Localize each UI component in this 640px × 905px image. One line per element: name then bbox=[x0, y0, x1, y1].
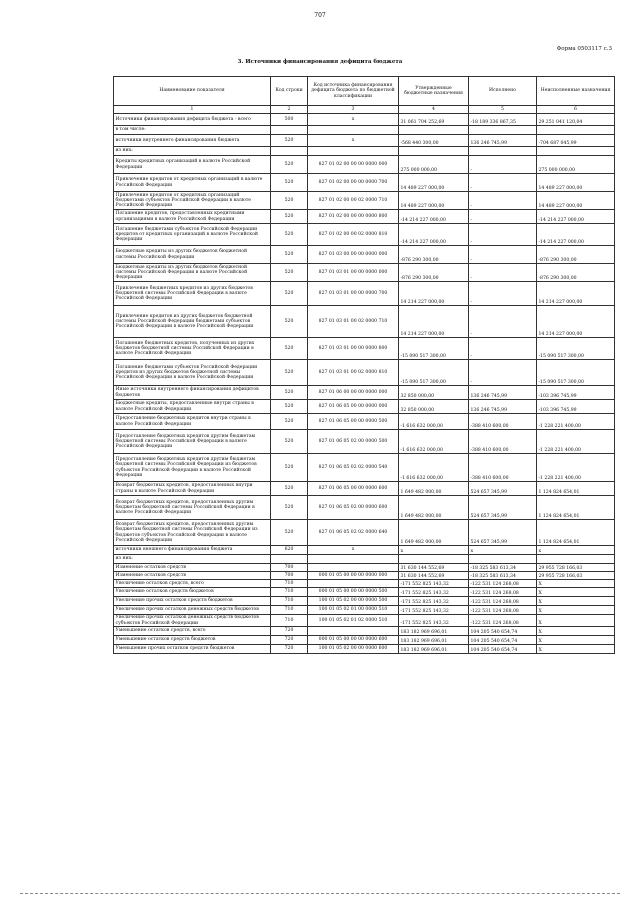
row-name: Кредиты кредитных организаций в валюте Российской Федерации bbox=[114, 156, 271, 174]
header-indicator-name: Наименование показателя bbox=[114, 77, 271, 106]
row-approved: -171 552 825 143,32 bbox=[399, 580, 469, 588]
row-unexecuted: -1 228 221 400,00 bbox=[537, 454, 615, 482]
row-executed: - bbox=[469, 156, 537, 174]
row-line-code: 520 bbox=[271, 282, 308, 306]
row-name: Привлечение кредитов от кредитных организаций в валюте Российской Федерации bbox=[114, 174, 271, 192]
row-executed: -388 410 600,00 bbox=[469, 414, 537, 430]
table-row bbox=[114, 555, 615, 564]
row-name: Возврат бюджетных кредитов, предоставленных внутри страны в валюте Российской Федерации bbox=[114, 482, 271, 496]
row-source-code bbox=[308, 126, 399, 135]
row-name: Увеличение прочих остатков средств бюджетов bbox=[114, 597, 271, 606]
table-row bbox=[114, 192, 615, 210]
row-line-code: 520 bbox=[271, 174, 308, 192]
row-name: Привлечение кредитов от кредитных организаций бюджетами субъектов Российской Федерации в валюте Российской Федерации bbox=[114, 192, 271, 210]
row-executed: -388 410 600,00 bbox=[469, 430, 537, 454]
row-unexecuted: -14 214 227 000,00 bbox=[537, 224, 615, 246]
row-source-code: 827 01 06 05 00 00 0000 600 bbox=[308, 482, 399, 496]
row-source-code: 827 01 06 05 02 02 0000 540 bbox=[308, 454, 399, 482]
table-row bbox=[114, 400, 615, 414]
row-line-code: 720 bbox=[271, 645, 308, 654]
row-approved: -171 552 825 143,32 bbox=[399, 597, 469, 606]
row-executed: -18 189 336 867,35 bbox=[469, 114, 537, 126]
row-source-code: 827 01 06 05 02 00 0000 500 bbox=[308, 430, 399, 454]
table-row bbox=[114, 615, 615, 627]
row-unexecuted: -876 290 300,00 bbox=[537, 246, 615, 264]
row-approved: 1 649 482 000,00 bbox=[399, 482, 469, 496]
table-row bbox=[114, 246, 615, 264]
row-line-code: 720 bbox=[271, 636, 308, 645]
row-line-code: 520 bbox=[271, 264, 308, 282]
row-line-code: 520 bbox=[271, 192, 308, 210]
row-line-code bbox=[271, 555, 308, 564]
row-source-code: 827 01 06 05 02 00 0000 600 bbox=[308, 496, 399, 520]
row-executed: - bbox=[469, 338, 537, 360]
row-executed: - bbox=[469, 360, 537, 386]
table-row bbox=[114, 636, 615, 645]
row-name: Предоставление бюджетных кредитов другим бюджетам бюджетной системы Российской Федерации в валюте Российской Федерации bbox=[114, 430, 271, 454]
row-approved: 14 489 227 000,00 bbox=[399, 192, 469, 210]
row-source-code: x bbox=[308, 135, 399, 147]
row-source-code: 100 01 05 02 00 00 0000 600 bbox=[308, 645, 399, 654]
row-name: Погашение бюджетами субъектов Российской Федерации кредитов от кредитных организаций в валюте Российской Федерации bbox=[114, 224, 271, 246]
column-number: 6 bbox=[537, 106, 615, 114]
row-unexecuted: X bbox=[537, 615, 615, 627]
row-approved: 183 182 969 696,01 bbox=[399, 627, 469, 636]
row-line-code: 520 bbox=[271, 482, 308, 496]
header-row bbox=[114, 77, 615, 106]
row-name: Уменьшение остатков средств бюджетов bbox=[114, 636, 271, 645]
row-executed: -18 325 583 613,34 bbox=[469, 564, 537, 572]
column-number: 3 bbox=[308, 106, 399, 114]
row-line-code: 520 bbox=[271, 338, 308, 360]
row-line-code: 520 bbox=[271, 414, 308, 430]
row-name: Увеличение остатков средств, всего bbox=[114, 580, 271, 588]
table-row bbox=[114, 520, 615, 546]
row-name: Погашение бюджетами субъектов Российской Федерации кредитов из других бюджетов бюджетной системы Российской Федерации в валюте Российской Федерации bbox=[114, 360, 271, 386]
row-approved: 14 489 227 000,00 bbox=[399, 174, 469, 192]
row-source-code: 827 01 03 01 00 00 0000 000 bbox=[308, 264, 399, 282]
table-row bbox=[114, 210, 615, 224]
table-row bbox=[114, 156, 615, 174]
row-approved: -1 616 632 000,00 bbox=[399, 454, 469, 482]
row-line-code bbox=[271, 147, 308, 156]
row-approved: 1 649 482 000,00 bbox=[399, 520, 469, 546]
row-source-code: 827 01 06 00 00 00 0000 000 bbox=[308, 386, 399, 400]
row-approved bbox=[399, 126, 469, 135]
row-unexecuted: X bbox=[537, 636, 615, 645]
row-approved: -171 552 825 143,32 bbox=[399, 615, 469, 627]
row-source-code: 827 01 06 05 00 00 0000 000 bbox=[308, 400, 399, 414]
row-unexecuted: -15 090 517 300,00 bbox=[537, 338, 615, 360]
row-executed: 104 205 540 654,74 bbox=[469, 636, 537, 645]
row-executed: 524 657 345,99 bbox=[469, 496, 537, 520]
row-unexecuted: -15 090 517 300,00 bbox=[537, 360, 615, 386]
row-executed: - bbox=[469, 210, 537, 224]
row-approved: -171 552 825 143,32 bbox=[399, 606, 469, 615]
row-executed: -388 410 600,00 bbox=[469, 454, 537, 482]
row-executed bbox=[469, 555, 537, 564]
row-source-code: 100 01 05 02 00 00 0000 500 bbox=[308, 597, 399, 606]
row-name: Источники финансирования дефицита бюджета - всего bbox=[114, 114, 271, 126]
row-source-code bbox=[308, 555, 399, 564]
table-row bbox=[114, 306, 615, 338]
row-approved: 183 182 969 696,01 bbox=[399, 636, 469, 645]
row-approved: 31 061 704 252,69 bbox=[399, 114, 469, 126]
row-executed: - bbox=[469, 224, 537, 246]
row-unexecuted: 29 955 728 166,03 bbox=[537, 564, 615, 572]
row-unexecuted: -103 396 745,99 bbox=[537, 400, 615, 414]
row-source-code: 827 01 02 00 00 00 0000 800 bbox=[308, 210, 399, 224]
row-line-code: 520 bbox=[271, 156, 308, 174]
row-source-code: 827 01 03 00 00 00 0000 000 bbox=[308, 246, 399, 264]
row-source-code: 827 01 02 00 00 02 0000 710 bbox=[308, 192, 399, 210]
row-name: из них: bbox=[114, 555, 271, 564]
row-unexecuted: X bbox=[537, 606, 615, 615]
row-executed: - bbox=[469, 282, 537, 306]
row-source-code: x bbox=[308, 114, 399, 126]
row-source-code bbox=[308, 147, 399, 156]
table-row bbox=[114, 126, 615, 135]
table-row bbox=[114, 597, 615, 606]
table-row bbox=[114, 546, 615, 555]
financing-sources-table bbox=[113, 76, 615, 654]
row-executed: -122 531 124 268,08 bbox=[469, 615, 537, 627]
row-source-code: 827 01 03 01 00 02 0000 710 bbox=[308, 306, 399, 338]
row-executed: -122 531 124 268,08 bbox=[469, 606, 537, 615]
row-unexecuted: x bbox=[537, 546, 615, 555]
row-line-code bbox=[271, 126, 308, 135]
row-line-code: 520 bbox=[271, 400, 308, 414]
page-number: 707 bbox=[314, 12, 326, 19]
table-row bbox=[114, 482, 615, 496]
row-name: Иные источники внутреннего финансирования дефицитов бюджетов bbox=[114, 386, 271, 400]
row-executed: 136 246 745,99 bbox=[469, 135, 537, 147]
row-executed: - bbox=[469, 192, 537, 210]
column-number: 5 bbox=[469, 106, 537, 114]
row-line-code: 700 bbox=[271, 572, 308, 580]
column-number: 2 bbox=[271, 106, 308, 114]
table-row bbox=[114, 627, 615, 636]
row-executed: -122 531 124 268,08 bbox=[469, 597, 537, 606]
table-row bbox=[114, 338, 615, 360]
column-number: 4 bbox=[399, 106, 469, 114]
row-source-code: 827 01 03 01 00 00 0000 800 bbox=[308, 338, 399, 360]
header-approved: Утвержденные бюджетные назначения bbox=[399, 77, 469, 106]
row-line-code: 520 bbox=[271, 360, 308, 386]
row-executed bbox=[469, 126, 537, 135]
row-name: из них: bbox=[114, 147, 271, 156]
row-source-code: 827 01 02 00 00 00 0000 000 bbox=[308, 156, 399, 174]
table-row bbox=[114, 496, 615, 520]
row-source-code bbox=[308, 627, 399, 636]
row-name: Бюджетные кредиты, предоставленные внутри страны в валюте Российской Федерации bbox=[114, 400, 271, 414]
table-row bbox=[114, 360, 615, 386]
row-source-code: 827 01 02 00 00 02 0000 810 bbox=[308, 224, 399, 246]
table-row bbox=[114, 135, 615, 147]
row-line-code: 700 bbox=[271, 564, 308, 572]
table-row bbox=[114, 114, 615, 126]
row-source-code: 827 01 02 00 00 00 0000 700 bbox=[308, 174, 399, 192]
row-approved: 14 214 227 000,00 bbox=[399, 282, 469, 306]
row-line-code: 710 bbox=[271, 606, 308, 615]
table-row bbox=[114, 224, 615, 246]
row-executed: - bbox=[469, 264, 537, 282]
row-unexecuted: 14 214 227 000,00 bbox=[537, 306, 615, 338]
row-line-code: 500 bbox=[271, 114, 308, 126]
row-name: Предоставление бюджетных кредитов другим бюджетам бюджетной системы Российской Федерации из бюджетов субъектов Российской Федерации в валюте Российской Федерации bbox=[114, 454, 271, 482]
table-row bbox=[114, 282, 615, 306]
row-name: источники внутреннего финансирования бюджета bbox=[114, 135, 271, 147]
row-line-code: 520 bbox=[271, 224, 308, 246]
row-unexecuted: 1 124 824 654,01 bbox=[537, 482, 615, 496]
header-executed: Исполнено bbox=[469, 77, 537, 106]
row-unexecuted: X bbox=[537, 597, 615, 606]
row-name: Предоставление бюджетных кредитов внутри страны в валюте Российской Федерации bbox=[114, 414, 271, 430]
row-executed: - bbox=[469, 174, 537, 192]
table-body bbox=[114, 114, 615, 654]
row-name: Погашение кредитов, предоставленных кредитными организациями в валюте Российской Федерации bbox=[114, 210, 271, 224]
section-title: 3. Источники финансирования дефицита бюджета bbox=[237, 59, 403, 65]
row-name: Бюджетные кредиты из других бюджетов бюджетной системы Российской Федерации bbox=[114, 246, 271, 264]
table-row bbox=[114, 454, 615, 482]
row-unexecuted: 14 489 227 000,00 bbox=[537, 192, 615, 210]
header-source-code: Код источника финансирования дефицита бюджета по бюджетной классификации bbox=[308, 77, 399, 106]
row-name: Увеличение остатков средств бюджетов bbox=[114, 588, 271, 597]
table-row bbox=[114, 572, 615, 580]
row-line-code: 710 bbox=[271, 615, 308, 627]
row-line-code: 520 bbox=[271, 306, 308, 338]
row-unexecuted: -103 396 745,99 bbox=[537, 386, 615, 400]
row-name: Уменьшение остатков средств, всего bbox=[114, 627, 271, 636]
row-source-code: 000 01 05 00 00 00 0000 600 bbox=[308, 636, 399, 645]
row-name: Привлечение кредитов из других бюджетов бюджетной системы Российской Федерации бюджетами субъектов Российской Федерации в валюте Российской Федерации bbox=[114, 306, 271, 338]
row-line-code: 710 bbox=[271, 580, 308, 588]
row-unexecuted: -14 214 227 000,00 bbox=[537, 210, 615, 224]
row-approved: 31 630 144 552,69 bbox=[399, 572, 469, 580]
row-name: Бюджетные кредиты из других бюджетов бюджетной системы Российской Федерации в валюте Российской Федерации bbox=[114, 264, 271, 282]
column-number: 1 bbox=[114, 106, 271, 114]
row-name: Привлечение бюджетных кредитов из других бюджетов бюджетной системы Российской Федерации в валюте Российской Федерации bbox=[114, 282, 271, 306]
row-approved: -14 214 227 000,00 bbox=[399, 210, 469, 224]
row-source-code: 827 01 06 05 02 02 0000 640 bbox=[308, 520, 399, 546]
row-executed: 136 246 745,99 bbox=[469, 400, 537, 414]
row-source-code: 000 01 05 00 00 00 0000 000 bbox=[308, 572, 399, 580]
row-executed: x bbox=[469, 546, 537, 555]
row-line-code: 710 bbox=[271, 588, 308, 597]
table-row bbox=[114, 264, 615, 282]
row-source-code: 000 01 05 00 00 00 0000 500 bbox=[308, 588, 399, 597]
row-approved: -1 616 632 000,00 bbox=[399, 430, 469, 454]
row-unexecuted: 29 955 728 166,03 bbox=[537, 572, 615, 580]
table-row bbox=[114, 147, 615, 156]
row-line-code: 520 bbox=[271, 454, 308, 482]
row-line-code: 520 bbox=[271, 520, 308, 546]
row-source-code bbox=[308, 564, 399, 572]
row-unexecuted: 1 124 824 654,01 bbox=[537, 520, 615, 546]
row-line-code: 720 bbox=[271, 627, 308, 636]
row-name: Изменение остатков средств bbox=[114, 564, 271, 572]
row-name: Возврат бюджетных кредитов, предоставленных другим бюджетам бюджетной системы Российской Федерации из бюджетов субъектов Российской Федерации в валюте Российской Федерации bbox=[114, 520, 271, 546]
row-source-code: x bbox=[308, 546, 399, 555]
row-name: в том числе: bbox=[114, 126, 271, 135]
row-approved: 1 649 482 000,00 bbox=[399, 496, 469, 520]
row-name: источники внешнего финансирования бюджета bbox=[114, 546, 271, 555]
row-approved: -15 090 517 300,00 bbox=[399, 338, 469, 360]
row-approved bbox=[399, 147, 469, 156]
row-line-code: 520 bbox=[271, 135, 308, 147]
row-unexecuted: X bbox=[537, 645, 615, 654]
row-unexecuted: 275 000 000,00 bbox=[537, 156, 615, 174]
row-line-code: 620 bbox=[271, 546, 308, 555]
table-row bbox=[114, 588, 615, 597]
row-unexecuted: 1 124 824 654,01 bbox=[537, 496, 615, 520]
row-approved: -876 290 300,00 bbox=[399, 246, 469, 264]
row-approved: -876 290 300,00 bbox=[399, 264, 469, 282]
row-name: Изменение остатков средств bbox=[114, 572, 271, 580]
row-approved: -14 214 227 000,00 bbox=[399, 224, 469, 246]
row-executed: 136 246 745,99 bbox=[469, 386, 537, 400]
row-unexecuted: 14 214 227 000,00 bbox=[537, 282, 615, 306]
row-approved: 32 850 000,00 bbox=[399, 400, 469, 414]
row-executed: 104 205 540 654,74 bbox=[469, 645, 537, 654]
table-row bbox=[114, 564, 615, 572]
row-line-code: 520 bbox=[271, 386, 308, 400]
row-unexecuted: -704 687 045,99 bbox=[537, 135, 615, 147]
row-line-code: 520 bbox=[271, 430, 308, 454]
row-approved: x bbox=[399, 546, 469, 555]
row-approved: 31 630 144 552,69 bbox=[399, 564, 469, 572]
row-unexecuted: -876 290 300,00 bbox=[537, 264, 615, 282]
row-line-code: 520 bbox=[271, 246, 308, 264]
row-executed: - bbox=[469, 306, 537, 338]
table-row bbox=[114, 386, 615, 400]
row-executed: 524 657 345,99 bbox=[469, 482, 537, 496]
row-approved: -1 616 632 000,00 bbox=[399, 414, 469, 430]
row-unexecuted bbox=[537, 126, 615, 135]
row-unexecuted: 14 489 227 000,00 bbox=[537, 174, 615, 192]
row-line-code: 710 bbox=[271, 597, 308, 606]
row-executed: 104 205 540 654,74 bbox=[469, 627, 537, 636]
row-source-code: 100 01 05 02 01 02 0000 510 bbox=[308, 615, 399, 627]
form-label: Форма 0503117 с.3 bbox=[556, 46, 612, 52]
row-executed bbox=[469, 147, 537, 156]
column-number-row bbox=[114, 106, 615, 114]
table-row bbox=[114, 580, 615, 588]
row-name: Увеличение прочих остатков денежных средств бюджетов субъектов Российской Федерации bbox=[114, 615, 271, 627]
table-row bbox=[114, 430, 615, 454]
row-line-code: 520 bbox=[271, 496, 308, 520]
row-approved bbox=[399, 555, 469, 564]
row-executed: -122 531 124 268,08 bbox=[469, 580, 537, 588]
row-unexecuted: -1 228 221 400,00 bbox=[537, 430, 615, 454]
table-row bbox=[114, 606, 615, 615]
row-unexecuted: -1 228 221 400,00 bbox=[537, 414, 615, 430]
row-executed: -122 531 124 268,08 bbox=[469, 588, 537, 597]
header-unexecuted: Неисполненные назначения bbox=[537, 77, 615, 106]
row-unexecuted: X bbox=[537, 627, 615, 636]
row-unexecuted bbox=[537, 147, 615, 156]
page-bottom-rule bbox=[20, 893, 620, 894]
row-approved: 32 850 000,00 bbox=[399, 386, 469, 400]
row-source-code: 827 01 06 05 00 00 0000 500 bbox=[308, 414, 399, 430]
row-unexecuted: X bbox=[537, 580, 615, 588]
row-approved: -568 440 300,00 bbox=[399, 135, 469, 147]
table-row bbox=[114, 414, 615, 430]
row-name: Возврат бюджетных кредитов, предоставленных другим бюджетам бюджетной системы Российской Федерации в валюте Российской Федерации bbox=[114, 496, 271, 520]
row-name: Погашение бюджетных кредитов, полученных из других бюджетов бюджетной системы Российской Федерации в валюте Российской Федерации bbox=[114, 338, 271, 360]
row-source-code: 100 01 05 02 01 00 0000 510 bbox=[308, 606, 399, 615]
row-unexecuted: X bbox=[537, 588, 615, 597]
row-unexecuted: 29 251 041 120,04 bbox=[537, 114, 615, 126]
row-executed: 524 657 345,99 bbox=[469, 520, 537, 546]
row-name: Уменьшение прочих остатков средств бюджетов bbox=[114, 645, 271, 654]
header-line-code: Код строки bbox=[271, 77, 308, 106]
row-approved: 14 214 227 000,00 bbox=[399, 306, 469, 338]
row-approved: 275 000 000,00 bbox=[399, 156, 469, 174]
row-source-code bbox=[308, 580, 399, 588]
row-source-code: 827 01 03 01 00 02 0000 810 bbox=[308, 360, 399, 386]
row-unexecuted bbox=[537, 555, 615, 564]
row-executed: -18 325 583 613,34 bbox=[469, 572, 537, 580]
table-row bbox=[114, 645, 615, 654]
row-approved: -15 090 517 300,00 bbox=[399, 360, 469, 386]
row-executed: - bbox=[469, 246, 537, 264]
row-approved: 183 182 969 696,01 bbox=[399, 645, 469, 654]
row-line-code: 520 bbox=[271, 210, 308, 224]
row-source-code: 827 01 03 01 00 00 0000 700 bbox=[308, 282, 399, 306]
row-name: Увеличение прочих остатков денежных средств бюджетов bbox=[114, 606, 271, 615]
table-row bbox=[114, 174, 615, 192]
row-approved: -171 552 825 143,32 bbox=[399, 588, 469, 597]
